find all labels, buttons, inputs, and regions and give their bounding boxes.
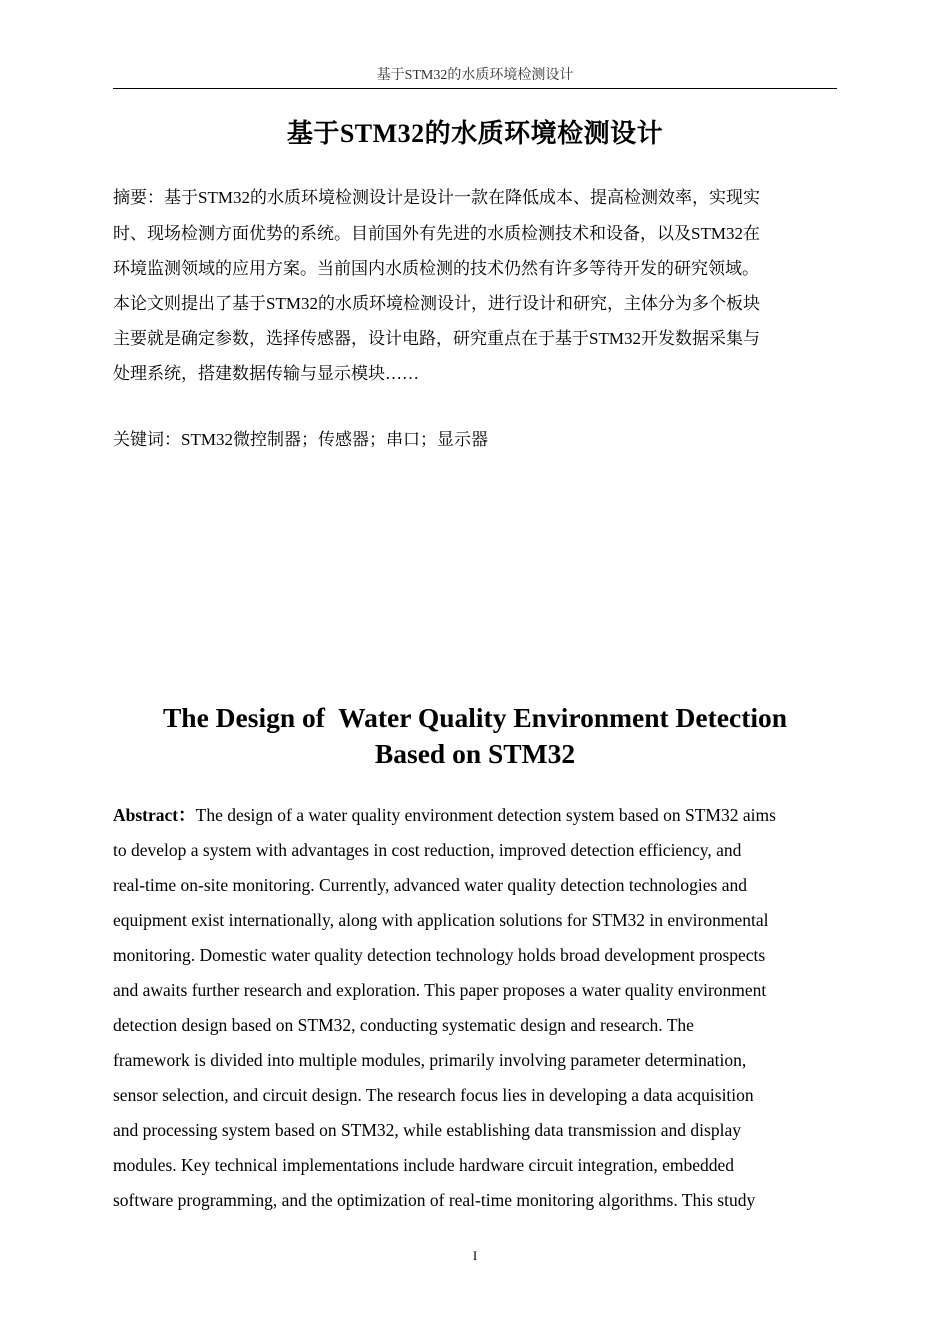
running-header: 基于STM32的水质环境检测设计 [376, 68, 574, 83]
chinese-title-suffix: 的水质环境检测设计 [424, 119, 664, 149]
english-abstract-line: software programming, and the optimization of real-time monitoring algorithms. This study [113, 1190, 756, 1210]
english-abstract-line: and processing system based on STM32, while establishing data transmission and display [113, 1120, 741, 1140]
english-abstract-label: Abstract： [113, 805, 196, 825]
page-number: I [472, 1248, 478, 1263]
english-abstract-line: real-time on-site monitoring. Currently, advanced water quality detection technologies and [113, 875, 748, 895]
english-abstract-line: framework is divided into multiple modules, primarily involving parameter determination, [113, 1050, 747, 1070]
english-abstract-line: to develop a system with advantages in cost reduction, improved detection efficiency, and [113, 840, 742, 860]
chinese-title-latin: STM32 [339, 119, 425, 148]
chinese-abstract-line: 主要就是确定参数，选择传感器，设计电路，研究重点在于基于STM32开发数据采集与 [113, 329, 760, 348]
english-abstract-line: sensor selection, and circuit design. The research focus lies in developing a data acquisition [113, 1085, 754, 1105]
chinese-keywords [113, 424, 838, 456]
english-abstract [113, 798, 839, 1218]
english-abstract-line: equipment exist internationally, along with application solutions for STM32 in environmental [113, 910, 769, 930]
chinese-abstract-line: 环境监测领域的应用方案。当前国内水质检测的技术仍然有许多等待开发的研究领域。 [113, 259, 759, 278]
chinese-abstract-text: 基于STM32的水质环境检测设计是设计一款在降低成本、提高检测效率，实现实 [164, 188, 760, 207]
chinese-abstract-line [113, 180, 838, 216]
english-abstract-line: detection design based on STM32, conducting systematic design and research. The [113, 1015, 694, 1035]
chinese-title [113, 114, 837, 154]
english-abstract-text: The design of a water quality environment detection system based on STM32 aims [195, 805, 776, 825]
english-abstract-line: and awaits further research and exploration. This paper proposes a water quality environment [113, 980, 767, 1000]
english-title [113, 700, 837, 772]
english-abstract-line: modules. Key technical implementations include hardware circuit integration, embedded [113, 1155, 735, 1175]
chinese-abstract-line: 本论文则提出了基于STM32的水质环境检测设计，进行设计和研究，主体分为多个板块 [113, 294, 760, 313]
chinese-keywords-text: STM32微控制器；传感器；串口；显示器 [181, 430, 488, 449]
chinese-abstract-line: 处理系统，搭建数据传输与显示模块…… [113, 364, 419, 383]
english-abstract-line: monitoring. Domestic water quality detection technology holds broad development prospects [113, 945, 766, 965]
chinese-abstract-line: 时、现场检测方面优势的系统。目前国外有先进的水质检测技术和设备，以及STM32在 [113, 224, 760, 243]
header-rule [113, 88, 837, 89]
english-title-line: The Design of Water Quality Environment Detection [162, 702, 788, 733]
chinese-keywords-label: 关键词： [113, 430, 181, 450]
english-title-line: Based on STM32 [374, 738, 576, 769]
chinese-abstract-label: 摘要： [113, 188, 164, 208]
chinese-title-prefix: 基于 [286, 119, 340, 149]
chinese-abstract [113, 180, 838, 391]
english-abstract-line [113, 798, 839, 833]
